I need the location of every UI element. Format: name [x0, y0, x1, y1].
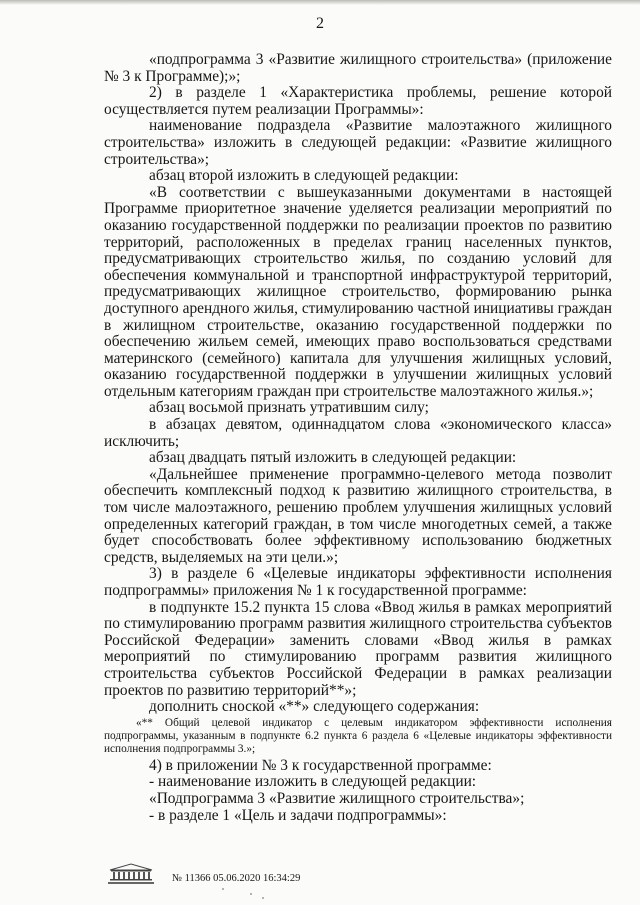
paragraph: в абзацах девятом, одиннадцатом слова «экономического класса» исключить;	[104, 416, 612, 450]
paragraph: «подпрограмма 3 «Развитие жилищного строительства» (приложение № 3 к Программе);»;	[104, 51, 612, 85]
government-building-stamp-icon	[104, 862, 158, 886]
paragraph: абзац второй изложить в следующей редакции:	[149, 167, 459, 185]
paragraph: в подпункте 15.2 пункта 15 слова «Ввод жилья в рамках мероприятий по стимулированию программ развития жилищного строительства субъектов Российской Федерации» заменить словами «Ввод жилья в рамках мероприятий по стимулированию программ развития жилищного строительства субъектов Российской Федерации в рамках реализации проектов по развитию территорий**»;	[104, 598, 612, 699]
paragraph: дополнить сноской «**» следующего содержания:	[149, 698, 480, 716]
scan-artifact	[250, 893, 252, 895]
scan-top-edge	[0, 0, 640, 5]
paragraph: «В соответствии с вышеуказанными документами в настоящей Программе приоритетное значение уделяется реализации мероприятий по оказанию государственной поддержки по реализации проектов по развитию территорий, расположенных в пределах границ населенных пунктов, предусматривающих строительство жилья, по созданию условий для обеспечения коммунальной и транспортной инфраструктурой территорий, предусматривающих жилищное строительство, формированию рынка доступного арендного жилья, стимулированию частной инициативы граждан в жилищном строительстве, оказанию государственной поддержки по обеспечению жильем семей, имеющих право воспользоваться средствами материнского (семейного) капитала для улучшения жилищных условий, оказанию государственной поддержки в улучшении жилищных условий отдельным категориям граждан при строительстве малоэтажного жилья.»;	[104, 183, 612, 400]
scan-artifact	[222, 888, 224, 890]
paragraph: абзац восьмой признать утратившим силу;	[149, 399, 429, 417]
page-number: 2	[316, 15, 324, 32]
document-registration-code: № 11366 05.06.2020 16:34:29	[172, 873, 301, 884]
paragraph: абзац двадцать пятый изложить в следующей редакции:	[149, 449, 517, 467]
document-body	[104, 52, 612, 824]
paragraph: - наименование изложить в следующей редакции:	[149, 773, 477, 791]
paragraph: наименование подраздела «Развитие малоэтажного жилищного строительства» изложить в следующей редакции: «Развитие жилищного строительства»;	[104, 117, 612, 168]
footnote: «** Общий целевой индикатор с целевым индикатором эффективности исполнения подпрограммы, указанным в подпункте 6.2 пункта 6 раздела 6 «Целевые индикаторы эффективности исполнения подпрограммы 3.»;	[104, 716, 612, 755]
document-footer	[104, 862, 524, 888]
paragraph: - в разделе 1 «Цель и задачи подпрограммы»:	[149, 806, 447, 824]
paragraph: 4) в приложении № 3 к государственной программе:	[149, 756, 492, 774]
paragraph: 2) в разделе 1 «Характеристика проблемы, решение которой осуществляется путем реализации Программы»:	[104, 84, 612, 118]
paragraph: «Подпрограмма 3 «Развитие жилищного строительства»;	[149, 789, 525, 807]
paragraph: «Дальнейшее применение программно-целевого метода позволит обеспечить комплексный подход к развитию жилищного строительства, в том числе малоэтажного, решению проблем улучшения жилищных условий определенных категорий граждан, в том числе многодетных семей, а также будет способствовать более эффективному использованию бюджетных средств, выделяемых на эти цели.»;	[104, 465, 612, 566]
scan-artifact	[262, 897, 264, 899]
paragraph: 3) в разделе 6 «Целевые индикаторы эффективности исполнения подпрограммы» приложения № 1 к государственной программе:	[104, 565, 612, 599]
